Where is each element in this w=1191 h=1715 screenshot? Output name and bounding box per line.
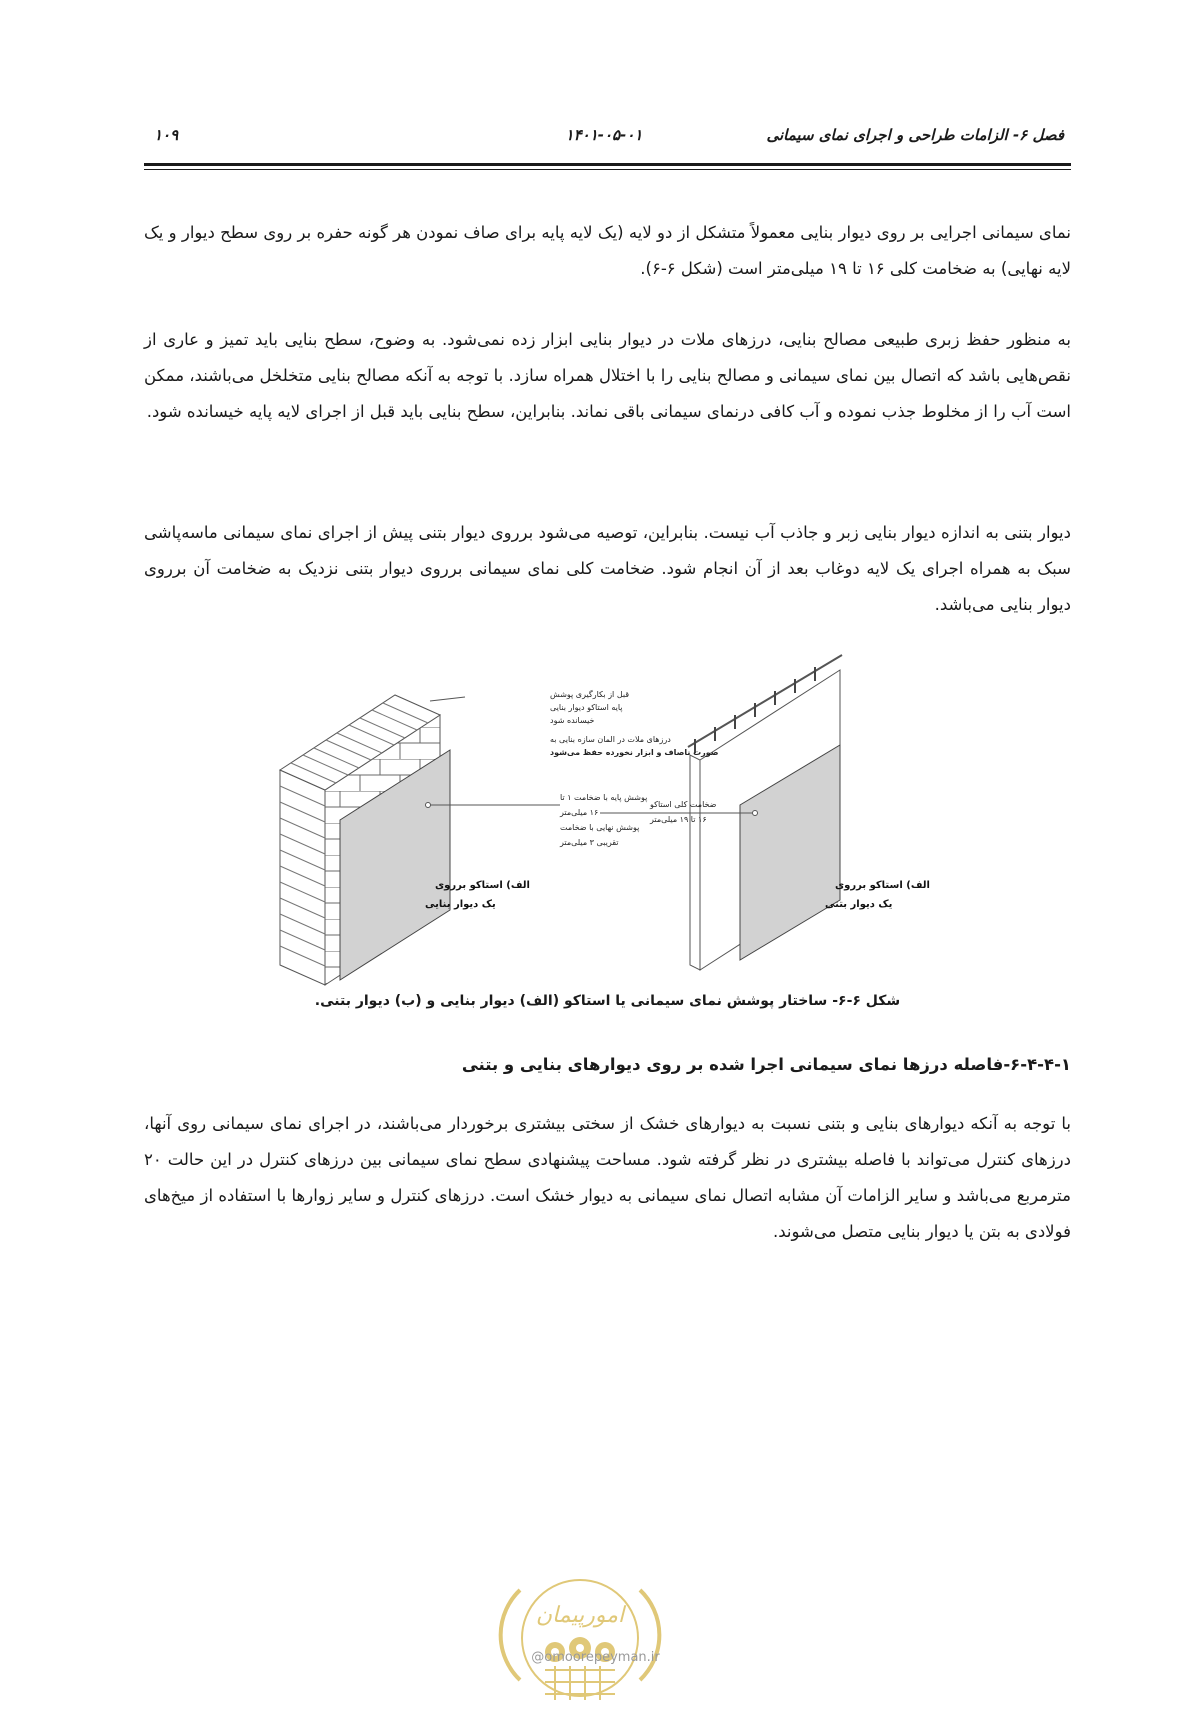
masonry-wall-drawing — [280, 695, 450, 985]
layer-note-line-1: پوشش پایه با ضخامت ۱ تا — [560, 793, 648, 802]
concrete-label-line-1: الف) استاکو برروی — [835, 880, 930, 891]
concrete-label-line-2: یک دیوار بتنی — [825, 899, 893, 910]
header-date: ۱۴۰۱-۰۵-۰۱ — [565, 126, 643, 144]
masonry-note-1-line-3: خیسانده شود — [550, 716, 595, 725]
concrete-note-line-1: ضخامت کلی استاکو — [650, 800, 717, 809]
masonry-note-1-line-2: پایه استاکو دیوار بنایی — [550, 703, 623, 712]
masonry-note-2-line-1: درزهای ملات در المان سازه بنایی به — [550, 735, 671, 744]
paragraph-2: به منظور حفظ زبری طبیعی مصالح بنایی، درزهای ملات در دیوار بنایی ابزار زده نمی‌شود. به وضوح، سطح بنایی باید تمیز و عاری از نقص‌هایی باشد که اتصال بین نمای سیمانی و مصالح بنایی را با اختلال همراه سازد. با توجه به آنکه مصالح بنایی متخلخل می‌باشند، ممکن است آب را از مخلوط جذب نموده و آب کافی درنمای سیمانی باقی نماند. بنابراین، سطح بنایی باید قبل از اجرای لایه پایه خیسانده شود. — [144, 330, 1071, 421]
masonry-note-1-line-1: قبل از بکارگیری پوشش — [550, 690, 630, 699]
stucco-wall-figure — [280, 690, 970, 985]
concrete-note-line-2: ۱۶ تا ۱۹ میلی‌متر — [650, 815, 707, 824]
page-number: ۱۰۹ — [154, 126, 179, 144]
seal-text: امورپیمان — [535, 1603, 625, 1628]
watermark-url: @omoorepeyman.ir — [531, 1650, 660, 1665]
layer-note-line-2: ۱۶ میلی‌متر — [560, 808, 599, 817]
paragraph-3: دیوار بتنی به اندازه دیوار بنایی زبر و جاذب آب نیست. بنابراین، توصیه می‌شود برروی دیوار بتنی پیش از اجرای نمای سیمانی ماسه‌پاشی سبک به همراه اجرای یک لایه دوغاب بعد از آن انجام شود. ضخامت کلی نمای سیمانی برروی دیوار بتنی نزدیک به ضخامت آن برروی دیوار بنایی می‌باشد. — [144, 523, 1071, 614]
watermark-seal-logo — [500, 1560, 660, 1715]
paragraph-4: با توجه به آنکه دیوارهای بنایی و بتنی نسبت به دیوارهای خشک از سختی بیشتری برخوردار می‌باشند، در اجرای نمای سیمانی روی آنها، درزهای کنترل می‌تواند با فاصله بیشتری در نظر گرفته شود. مساحت پیشنهادی سطح نمای سیمانی بین درزهای کنترل در این حالت ۲۰ مترمربع می‌باشد و سایر الزامات آن مشابه اتصال نمای سیمانی به دیوار خشک است. درزهای کنترل و سایر زوارها با استفاده از میخ‌های فولادی به بتن یا دیوار بنایی متصل می‌شوند. — [144, 1114, 1071, 1241]
masonry-label-line-2: یک دیوار بنایی — [425, 899, 496, 910]
header-rule-thick — [144, 163, 1071, 166]
layer-note-line-4: تقریبی ۳ میلی‌متر — [560, 838, 619, 847]
layer-note-line-3: پوشش نهایی با ضخامت — [560, 823, 640, 832]
chapter-title: فصل ۶- الزامات طراحی و اجرای نمای سیمانی — [766, 126, 1064, 144]
masonry-note-2-line-2: صورت ناصاف و ابزار نخورده حفظ می‌شود — [550, 748, 719, 757]
header-rule-thin — [144, 169, 1071, 170]
masonry-label-line-1: الف) استاکو برروی — [435, 880, 530, 891]
page-header — [144, 126, 1064, 156]
section-heading: ۶-۴-۴-۱-فاصله درزها نمای سیمانی اجرا شده بر روی دیوارهای بنایی و بتنی — [461, 1055, 1071, 1074]
figure-caption: شکل ۶-۶- ساختار پوشش نمای سیمانی یا استاکو (الف) دیوار بنایی و (ب) دیوار بتنی. — [314, 993, 901, 1009]
seal-grid-icon — [545, 1666, 615, 1700]
paragraph-1: نمای سیمانی اجرایی بر روی دیوار بنایی معمولاً متشکل از دو لایه (یک لایه پایه برای صاف نمودن هر گونه حفره بر روی سطح دیوار و یک لایه نهایی) به ضخامت کلی ۱۶ تا ۱۹ میلی‌متر است (شکل ۶-۶). — [144, 223, 1071, 278]
